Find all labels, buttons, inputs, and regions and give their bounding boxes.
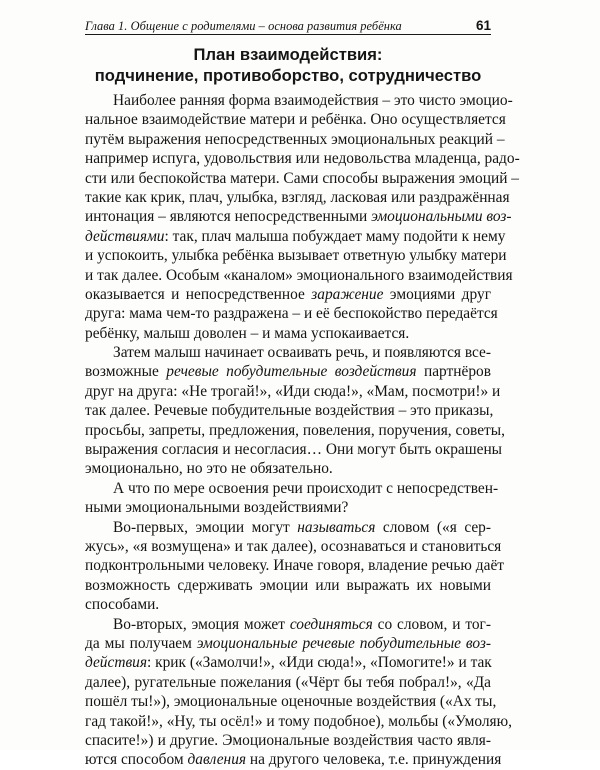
text-line: выражения согласия и несогласия… Они могут быть окрашены: [85, 441, 503, 459]
text-line: [85, 615, 491, 634]
text-line: друг на друга: «Не трогай!», «Иди сюда!», «Мам, посмотри!» и: [85, 382, 501, 400]
text-run: Во-вторых, эмоция может: [113, 615, 290, 633]
text-line: [85, 227, 506, 246]
italic-term: соединяться: [289, 615, 373, 633]
italic-term: речевые побудительные воздействия: [166, 363, 417, 381]
text-line: например испуга, удовольствия или недовольства младенца, радо-: [85, 150, 520, 168]
text-line: [85, 750, 502, 769]
text-line: так далее. Речевые побудительные воздействия – это приказы,: [85, 402, 494, 420]
italic-term: давления: [187, 751, 247, 769]
text-line: А что по мере освоения речи происходит с непосредствен-: [113, 479, 499, 497]
text-line: пошёл ты!»), эмоциональные оценочные воздействия («Ах ты,: [85, 693, 497, 711]
text-line: [85, 207, 512, 226]
text-line: Затем малыш начинает осваивать речь, и появляются все-: [113, 344, 491, 362]
page-number: 61: [475, 18, 491, 33]
body-text: [85, 91, 520, 770]
text-line: ребёнку, малыш доволен – и мама успокаивается.: [85, 324, 410, 342]
text-line: путём выражения непосредственных эмоциональных реакций –: [85, 130, 505, 148]
chapter-title: Глава 1. Общение с родителями – основа развития ребёнка: [85, 19, 402, 33]
text-line: [85, 285, 491, 304]
text-run: Во-первых, эмоции могут: [113, 518, 298, 536]
text-line: нальное взаимодействие матери и ребёнка. Оно осуществляется: [85, 111, 506, 129]
text-line: гад такой!», «Ну, ты осёл!» и тому подобное), мольбы («Умоляю,: [85, 712, 512, 730]
text-line: Наиболее ранняя форма взаимодействия – это чисто эмоцио-: [113, 92, 513, 109]
text-run: : так, плач малыша побуждает маму подойти к нему: [164, 227, 506, 245]
text-line: и так далее. Особым «каналом» эмоционального взаимодействия: [85, 266, 513, 284]
text-run: эмоциями друг: [383, 285, 492, 303]
italic-term: эмоциональными воз-: [371, 208, 512, 226]
text-line: далее), ругательные пожелания («Чёрт бы тебя побрал!», «Да: [85, 673, 491, 691]
italic-term: заражение: [311, 285, 384, 303]
text-run: интонация – являются непосредственными: [85, 208, 372, 226]
text-run: со словом, и тог-: [372, 615, 491, 633]
text-line: ными эмоциональными воздействиями?: [85, 499, 349, 517]
heading-line-2: подчинение, противоборство, сотрудничество: [94, 66, 482, 85]
text-run: партнёров: [416, 363, 491, 381]
text-line: и успокоить, улыбка ребёнка вызывает ответную улыбку матери: [85, 247, 507, 265]
text-line: жусь», «я возмущена» и так далее), осознаваться и становиться: [85, 537, 502, 555]
text-run: : крик («Замолчи!», «Иди сюда!», «Помогите!» и так: [146, 654, 492, 672]
header-rule: [85, 34, 491, 35]
italic-term: действиями: [85, 227, 165, 245]
text-line: просьбы, запреты, предложения, повеления, поручения, советы,: [85, 421, 505, 439]
text-line: спасите!») и другие. Эмоциональные воздействия часто явля-: [85, 731, 491, 749]
text-run: ются способом: [85, 751, 188, 769]
text-line: такие как крик, плач, улыбка, взгляд, ласковая или раздражённая: [85, 188, 510, 206]
text-run: на другого человека, т.е. принуждения: [246, 751, 502, 769]
section-heading: [85, 44, 491, 86]
italic-term: эмоциональные речевые побудительные воз-: [196, 634, 491, 652]
text-line: сти или беспокойства матери. Сами способы выражения эмоций –: [85, 169, 519, 187]
text-line: подконтрольными человеку. Иначе говоря, владение речью даёт: [85, 557, 505, 575]
italic-term: называться: [297, 518, 376, 536]
text-line: [85, 634, 491, 653]
text-line: [85, 518, 491, 537]
heading-line-1: План взаимодействия:: [193, 45, 383, 64]
italic-term: действия: [85, 654, 147, 672]
text-run: оказывается и непосредственное: [85, 285, 312, 303]
text-line: возможность сдерживать эмоции или выражать их новыми: [85, 576, 491, 594]
text-line: способами.: [85, 596, 160, 614]
text-run: да мы получаем: [85, 634, 197, 652]
text-run: возможные: [85, 363, 167, 381]
text-line: эмоционально, но это не обязательно.: [85, 460, 333, 478]
text-line: [85, 362, 491, 381]
running-header: [85, 12, 491, 34]
text-line: друга: мама чем-то раздражена – и её беспокойство передаётся: [85, 305, 498, 323]
text-line: [85, 653, 491, 672]
text-run: словом («я сер-: [375, 518, 491, 536]
